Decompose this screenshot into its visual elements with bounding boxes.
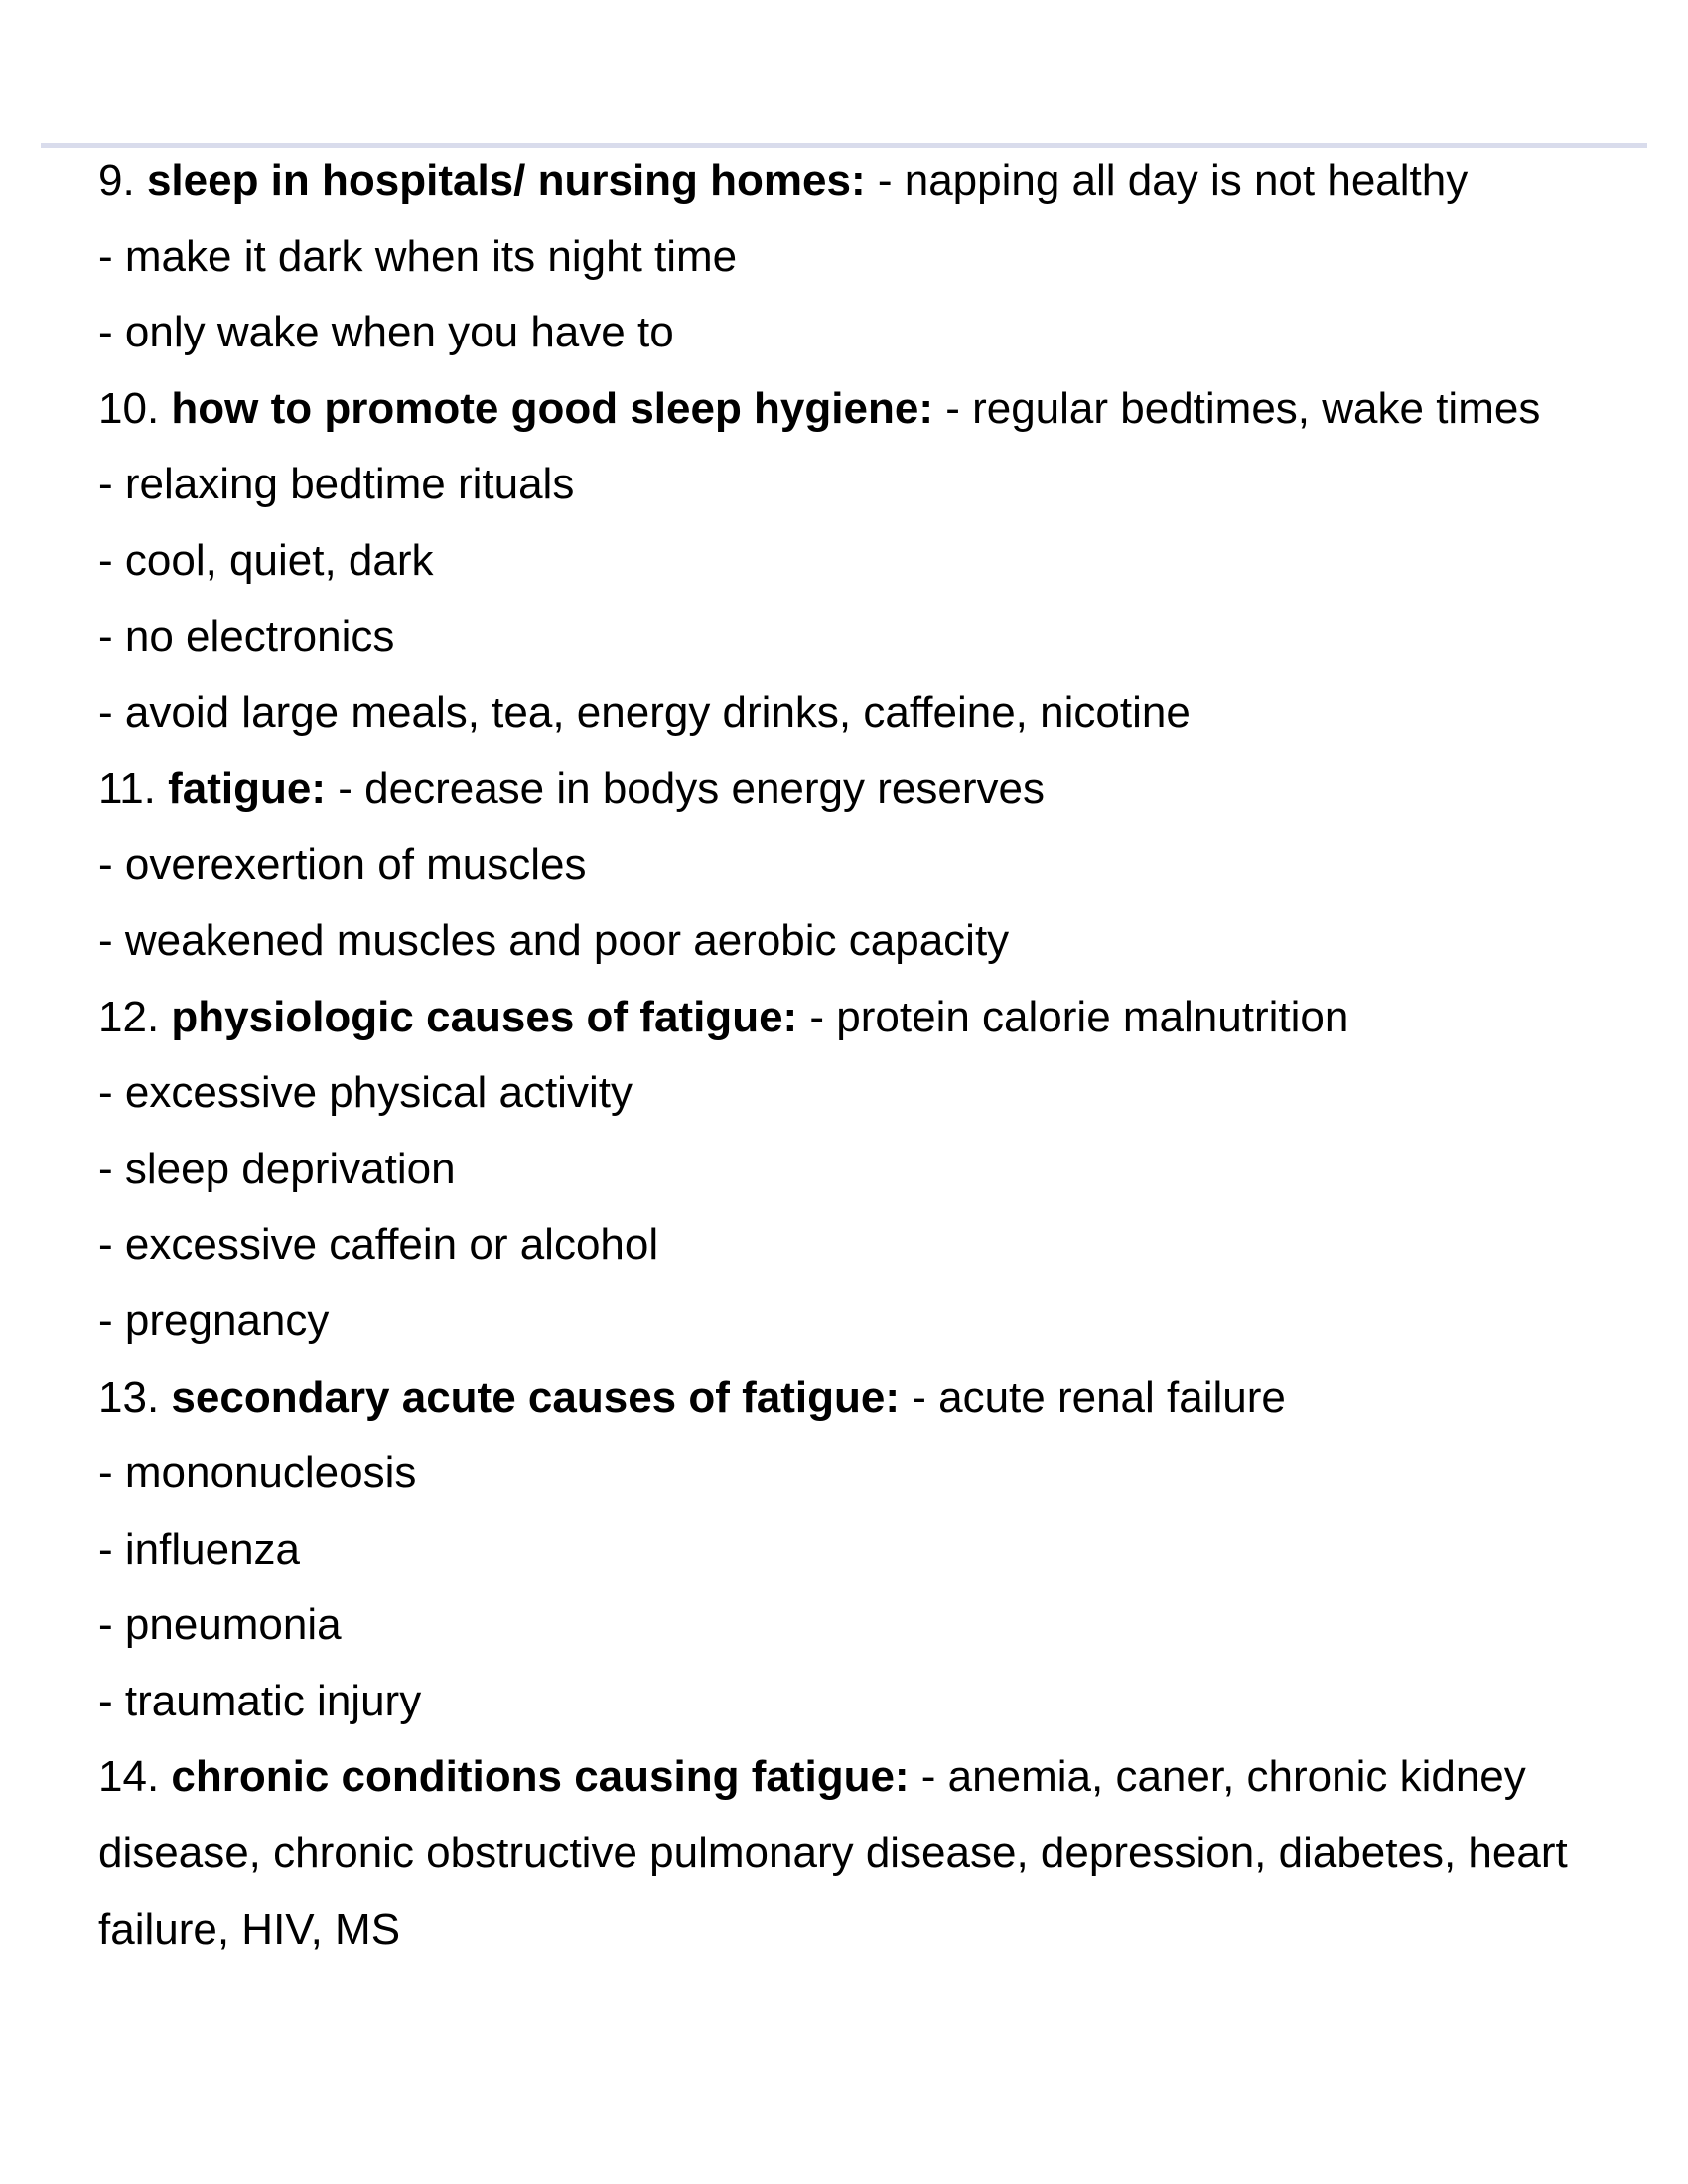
list-item: - overexertion of muscles <box>98 840 587 889</box>
list-item: - excessive caffein or alcohol <box>98 1220 659 1270</box>
section-number: 14. <box>98 1752 160 1802</box>
section-first-point: - napping all day is not healthy <box>865 156 1469 205</box>
section-number: 10. <box>98 383 160 433</box>
section-14-heading <box>98 1739 1608 1968</box>
list-item: - cool, quiet, dark <box>98 535 434 585</box>
section-11-heading <box>98 751 1608 828</box>
section-13-heading <box>98 1360 1608 1436</box>
list-item: - relaxing bedtime rituals <box>98 460 575 509</box>
list-item: - weakened muscles and poor aerobic capacity <box>98 915 1010 965</box>
section-12-heading <box>98 980 1608 1056</box>
section-term: physiologic causes of fatigue: <box>171 992 798 1041</box>
section-term: sleep in hospitals/ nursing homes: <box>146 156 866 205</box>
section-first-point: - protein calorie malnutrition <box>797 992 1349 1041</box>
list-item: - make it dark when its night time <box>98 231 738 281</box>
section-term: fatigue: <box>168 763 327 813</box>
section-number: 11. <box>98 763 156 813</box>
section-number: 9. <box>98 156 135 205</box>
section-term: how to promote good sleep hygiene: <box>171 383 933 433</box>
list-item: - pregnancy <box>98 1296 330 1345</box>
list-item: - sleep deprivation <box>98 1144 456 1193</box>
section-number: 13. <box>98 1372 160 1422</box>
list-item: - pneumonia <box>98 1600 342 1650</box>
notes-body <box>98 143 1608 1968</box>
list-item: - mononucleosis <box>98 1448 417 1498</box>
section-first-point: - regular bedtimes, wake times <box>932 383 1541 433</box>
list-item: - traumatic injury <box>98 1676 422 1725</box>
section-10-heading <box>98 371 1608 448</box>
section-9-heading <box>98 143 1608 219</box>
section-term: chronic conditions causing fatigue: <box>171 1752 910 1802</box>
section-first-point: - acute renal failure <box>900 1372 1286 1422</box>
section-term: secondary acute causes of fatigue: <box>171 1372 900 1422</box>
list-item: - influenza <box>98 1524 301 1573</box>
section-first-point: - anemia, caner, chronic kidney disease, chronic obstructive pulmonary disease, depression, diabetes, heart failure, HIV, MS <box>98 1752 1568 1954</box>
list-item: - excessive physical activity <box>98 1068 633 1118</box>
section-number: 12. <box>98 992 160 1041</box>
list-item: - no electronics <box>98 612 395 661</box>
section-first-point: - decrease in bodys energy reserves <box>326 763 1045 813</box>
list-item: - avoid large meals, tea, energy drinks, caffeine, nicotine <box>98 688 1191 738</box>
list-item: - only wake when you have to <box>98 308 674 357</box>
